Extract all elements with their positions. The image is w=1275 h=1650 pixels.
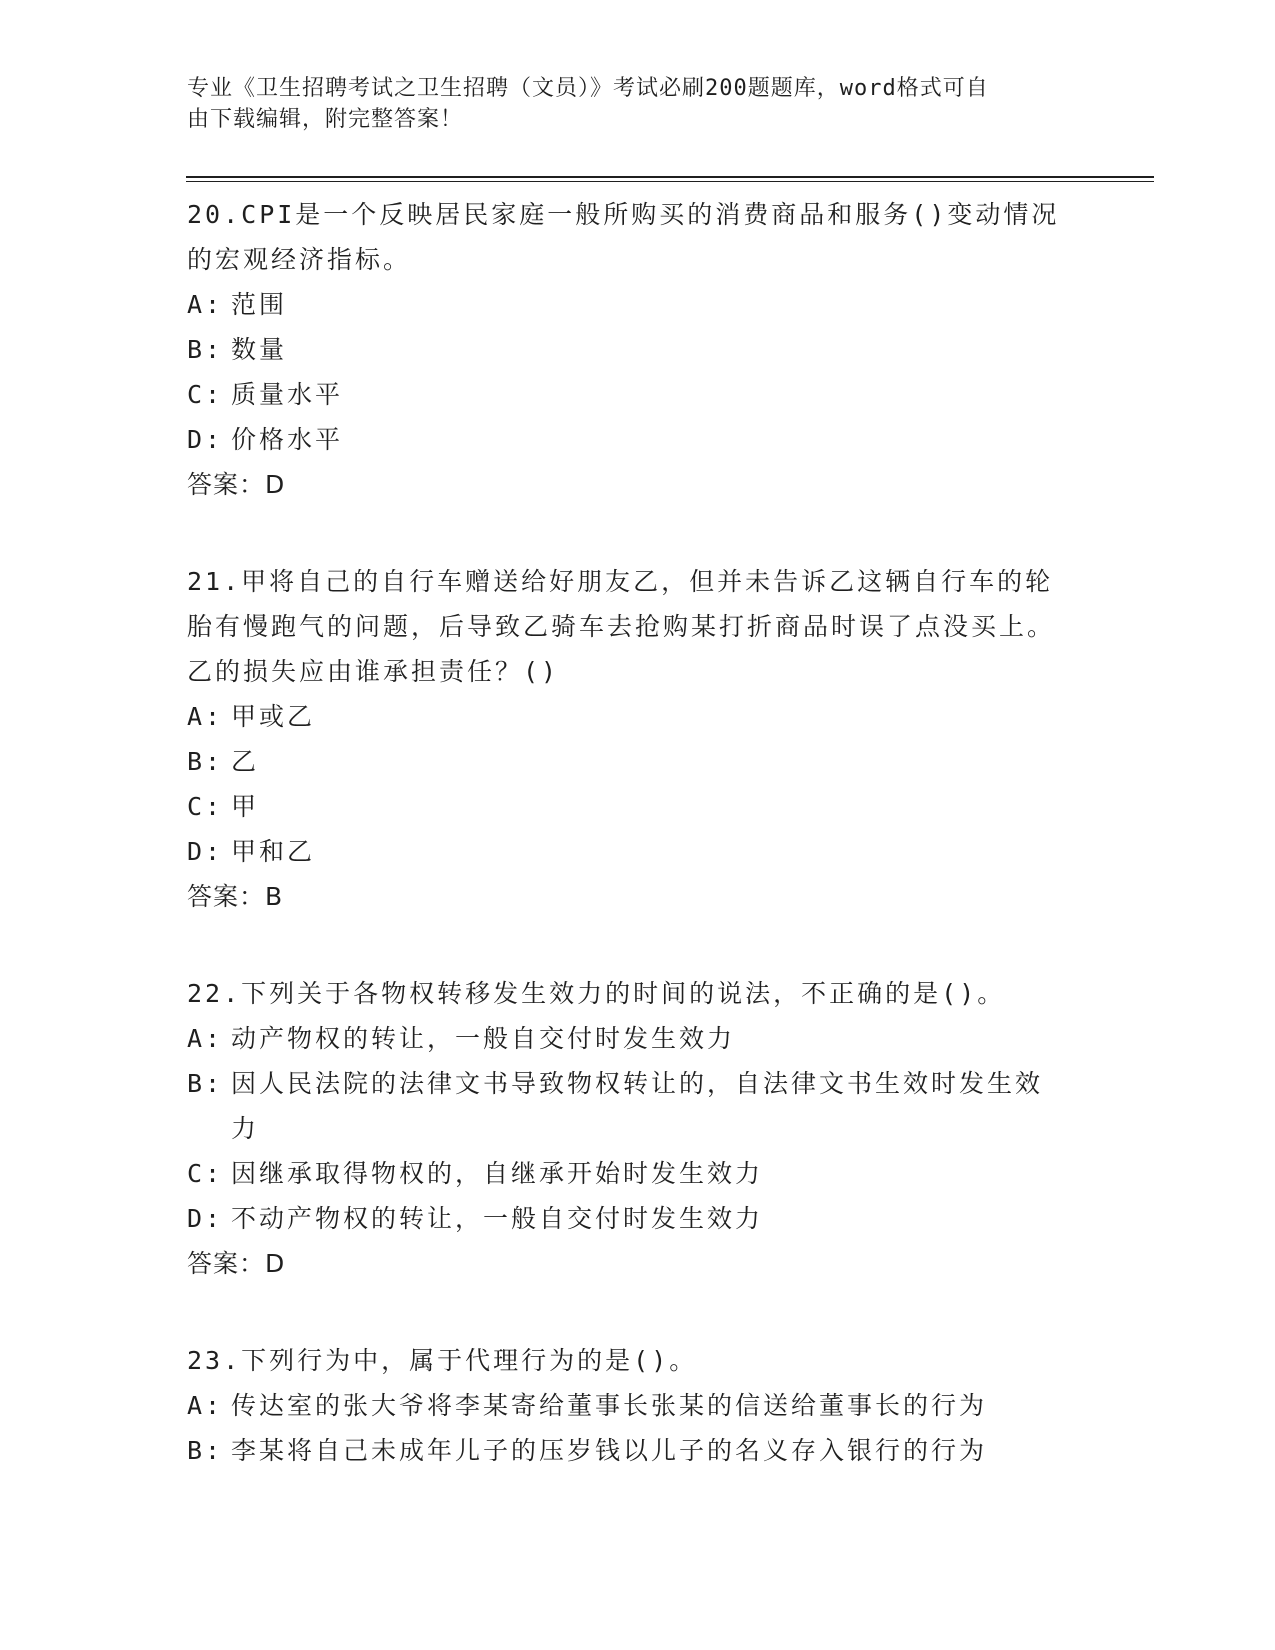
option-letter: B: <box>187 335 224 364</box>
option-letter: A: <box>187 1391 224 1420</box>
option-letter: D: <box>187 837 224 866</box>
option-text: 数量 <box>231 335 288 364</box>
option-b <box>187 1428 1067 1473</box>
option-text: 甲和乙 <box>231 837 316 866</box>
document-header <box>187 73 1067 135</box>
option-text: 价格水平 <box>231 425 344 454</box>
option-letter: A: <box>187 1024 224 1053</box>
option-c <box>187 784 1067 829</box>
option-text: 不动产物权的转让，一般自交付时发生效力 <box>231 1204 764 1233</box>
header-line-1: 专业《卫生招聘考试之卫生招聘（文员）》考试必刷200题题库，word格式可自 <box>187 76 989 101</box>
option-a <box>187 282 1067 327</box>
option-b <box>187 1061 1067 1151</box>
option-text: 因继承取得物权的，自继承开始时发生效力 <box>231 1159 764 1188</box>
option-text: 因人民法院的法律文书导致物权转让的，自法律文书生效时发生效力 <box>231 1069 1044 1143</box>
option-a <box>187 1383 1067 1428</box>
option-text: 李某将自己未成年儿子的压岁钱以儿子的名义存入银行的行为 <box>231 1436 988 1465</box>
option-text: 传达室的张大爷将李某寄给董事长张某的信送给董事长的行为 <box>231 1391 988 1420</box>
option-letter: A: <box>187 290 224 319</box>
option-a <box>187 694 1067 739</box>
option-b <box>187 327 1067 372</box>
option-d <box>187 829 1067 874</box>
option-text: 范围 <box>231 290 288 319</box>
option-letter: D: <box>187 1204 224 1233</box>
answer-line: 答案：D <box>187 1249 286 1278</box>
option-letter: B: <box>187 747 224 776</box>
option-letter: B: <box>187 1436 224 1465</box>
option-text: 甲 <box>231 792 260 821</box>
option-letter: C: <box>187 380 224 409</box>
question-stem: 23.下列行为中，属于代理行为的是()。 <box>187 1346 698 1375</box>
option-d <box>187 1196 1067 1241</box>
question-stem: 20.CPI是一个反映居民家庭一般所购买的消费商品和服务()变动情况的宏观经济指标。 <box>187 200 1060 274</box>
option-c <box>187 1151 1067 1196</box>
option-text: 乙 <box>231 747 260 776</box>
question-23 <box>187 1338 1067 1473</box>
option-letter: D: <box>187 425 224 454</box>
question-stem: 22.下列关于各物权转移发生效力的时间的说法，不正确的是()。 <box>187 979 1006 1008</box>
question-list <box>187 192 1067 1525</box>
answer-line: 答案：D <box>187 470 286 499</box>
option-b <box>187 739 1067 784</box>
option-c <box>187 372 1067 417</box>
question-stem: 21.甲将自己的自行车赠送给好朋友乙，但并未告诉乙这辆自行车的轮胎有慢跑气的问题，后导致乙骑车去抢购某打折商品时误了点没买上。乙的损失应由谁承担责任？() <box>187 567 1056 686</box>
option-text: 甲或乙 <box>231 702 316 731</box>
option-text: 质量水平 <box>231 380 344 409</box>
answer-line: 答案：B <box>187 882 284 911</box>
option-a <box>187 1016 1067 1061</box>
header-line-2: 由下载编辑，附完整答案！ <box>187 107 464 132</box>
option-letter: A: <box>187 702 224 731</box>
question-20 <box>187 192 1067 507</box>
option-letter: B: <box>187 1069 224 1098</box>
option-d <box>187 417 1067 462</box>
header-divider-thin <box>186 181 1154 182</box>
question-21 <box>187 559 1067 919</box>
header-divider-thick <box>186 176 1154 178</box>
option-letter: C: <box>187 1159 224 1188</box>
question-22 <box>187 971 1067 1286</box>
option-letter: C: <box>187 792 224 821</box>
option-text: 动产物权的转让，一般自交付时发生效力 <box>231 1024 736 1053</box>
